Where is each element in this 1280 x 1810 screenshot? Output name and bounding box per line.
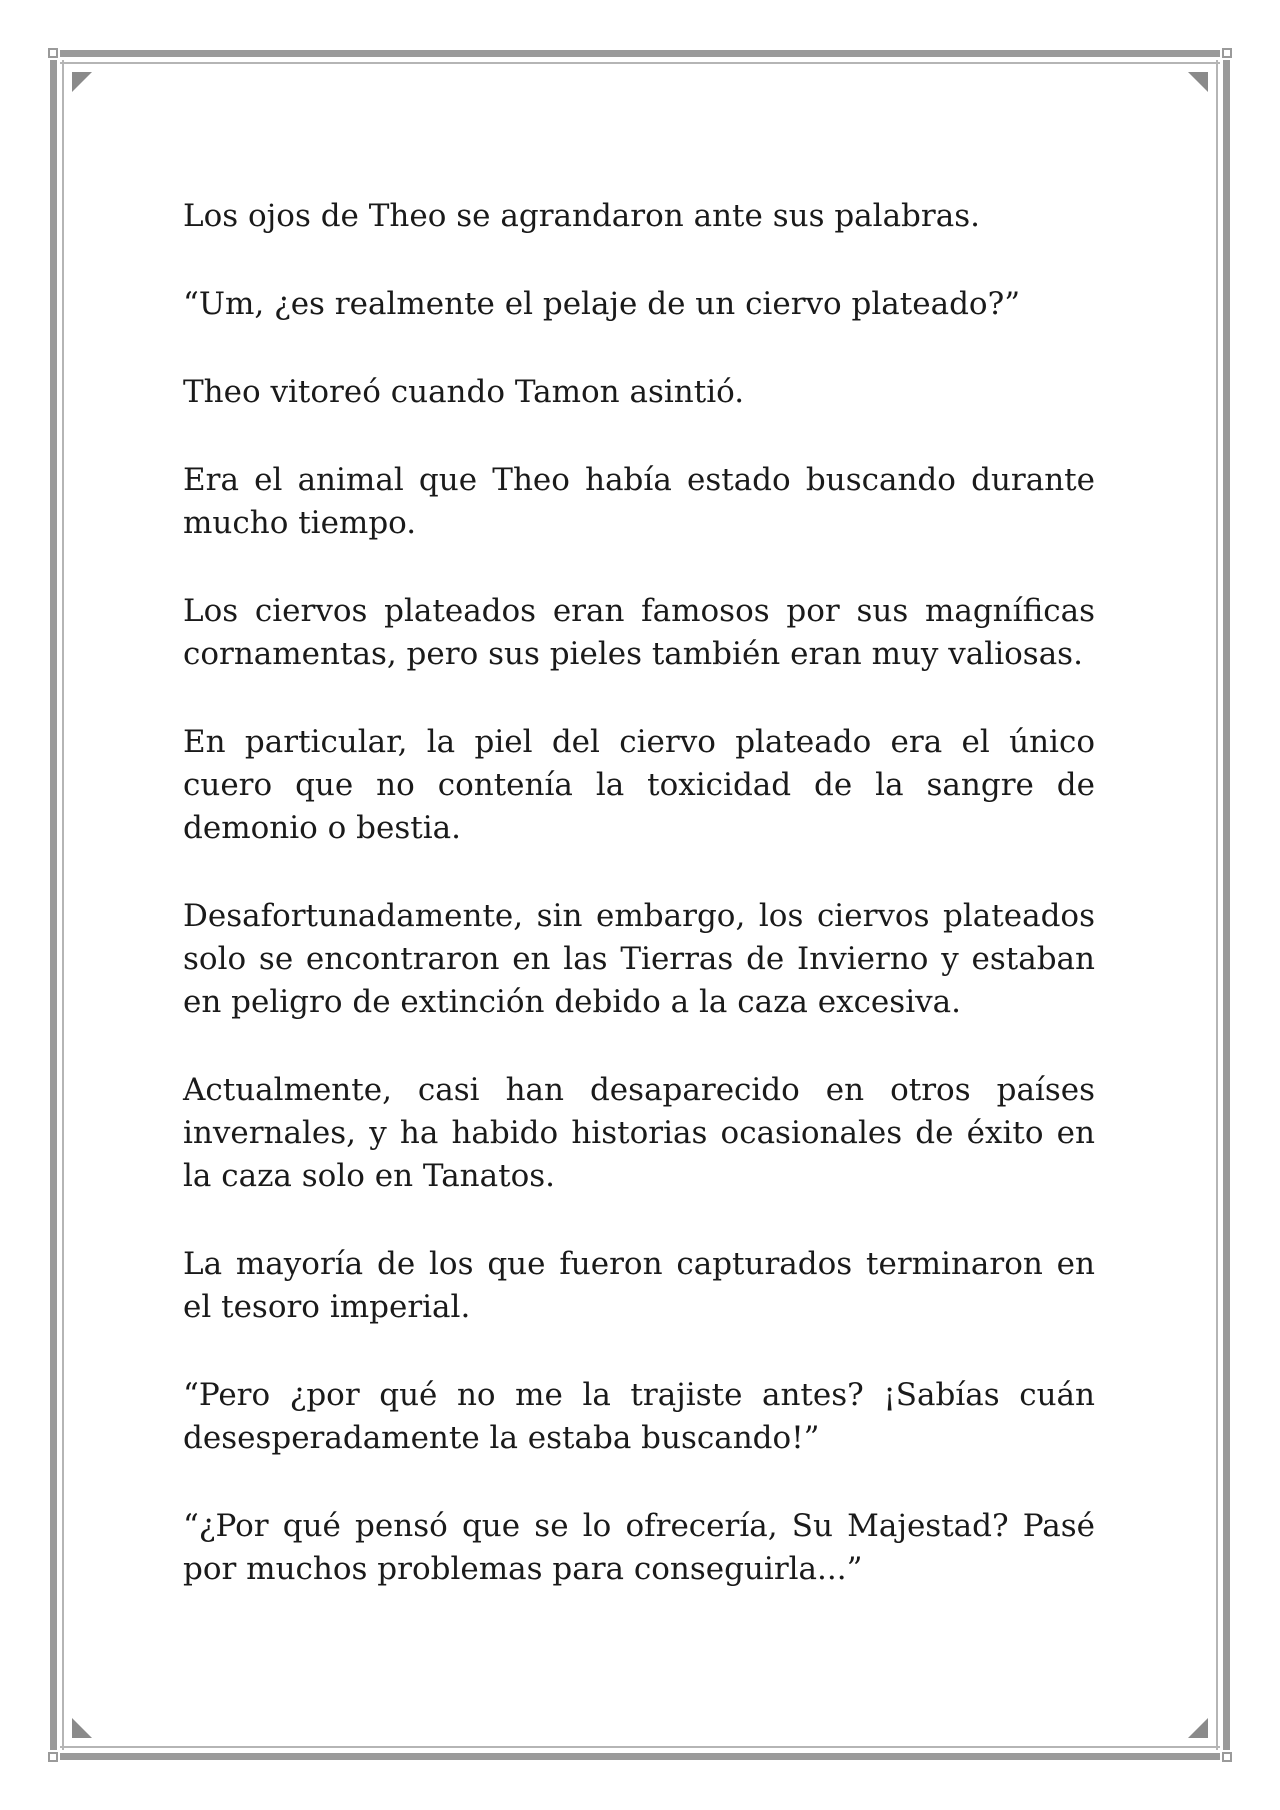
corner-triangle-bottom-right <box>1188 1718 1208 1738</box>
paragraph: “Um, ¿es realmente el pelaje de un ciervo plateado?” <box>183 286 1021 322</box>
border-right-inner-line <box>1216 60 1218 1750</box>
border-top-inner-line <box>60 62 1220 64</box>
paragraph: Los ojos de Theo se agrandaron ante sus palabras. <box>183 198 980 234</box>
border-bottom-line <box>60 1753 1220 1760</box>
paragraph: “Pero ¿por qué no me la trajiste antes? ¡Sabías cuán desesperadamente la estaba buscando!” <box>183 1377 1095 1456</box>
corner-ornament-bottom-right <box>1222 1752 1232 1762</box>
corner-ornament-top-left <box>48 48 58 58</box>
border-right-line <box>1223 60 1230 1750</box>
paragraph: Desafortunadamente, sin embargo, los ciervos plateados solo se encontraron en las Tierras de Invierno y estaban en peligro de extinción debido a la caza excesiva. <box>183 898 1095 1020</box>
paragraph: La mayoría de los que fueron capturados terminaron en el tesoro imperial. <box>183 1246 1095 1325</box>
corner-triangle-bottom-left <box>72 1718 92 1738</box>
corner-ornament-bottom-left <box>48 1752 58 1762</box>
paragraph: En particular, la piel del ciervo plateado era el único cuero que no contenía la toxicidad de la sangre de demonio o bestia. <box>183 724 1095 846</box>
border-left-line <box>50 60 57 1750</box>
paragraph: Era el animal que Theo había estado buscando durante mucho tiempo. <box>183 462 1095 541</box>
paragraph: “¿Por qué pensó que se lo ofrecería, Su Majestad? Pasé por muchos problemas para conseguirla...” <box>183 1508 1095 1587</box>
corner-triangle-top-right <box>1188 72 1208 92</box>
corner-ornament-top-right <box>1222 48 1232 58</box>
paragraph: Theo vitoreó cuando Tamon asintió. <box>183 374 745 410</box>
paragraph: Los ciervos plateados eran famosos por sus magníficas cornamentas, pero sus pieles también eran muy valiosas. <box>183 593 1095 672</box>
corner-triangle-top-left <box>72 72 92 92</box>
border-top-line <box>60 50 1220 57</box>
paragraph: Actualmente, casi han desaparecido en otros países invernales, y ha habido historias ocasionales de éxito en la caza solo en Tanatos. <box>183 1072 1095 1194</box>
border-left-inner-line <box>62 60 64 1750</box>
page-text-body <box>183 195 1095 1636</box>
border-bottom-inner-line <box>60 1746 1220 1748</box>
